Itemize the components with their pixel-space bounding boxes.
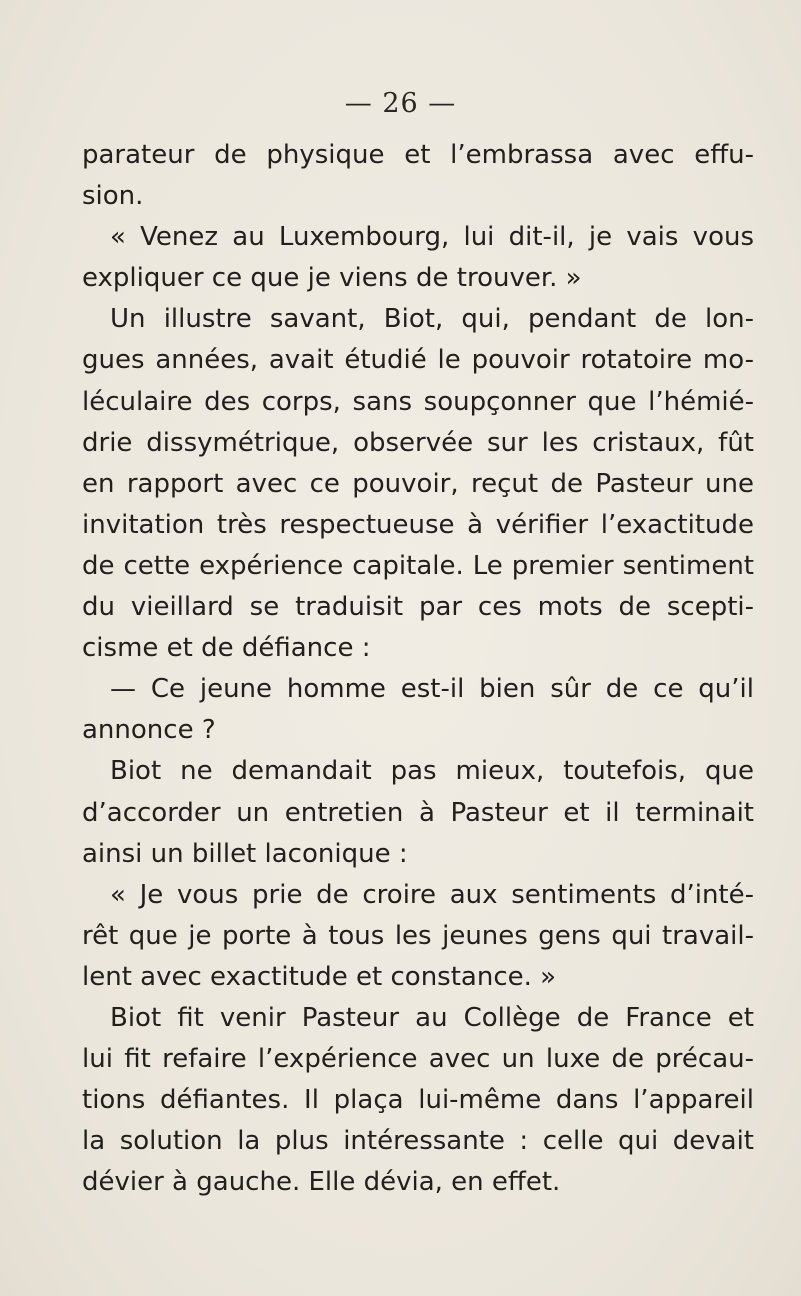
text-line: du vieillard se traduisit par ces mots de scepti-: [82, 592, 754, 623]
text-line: la solution la plus intéressante : celle qui devait: [82, 1126, 754, 1157]
text-line: Un illustre savant, Biot, qui, pendant de lon-: [110, 304, 754, 335]
text-line: drie dissymétrique, observée sur les cristaux, fût: [82, 427, 754, 458]
page-number: — 26 —: [344, 88, 457, 119]
text-line: Biot ne demandait pas mieux, toutefois, que: [110, 756, 754, 787]
text-line: — Ce jeune homme est-il bien sûr de ce qu’il: [110, 674, 754, 705]
text-line: d’accorder un entretien à Pasteur et il terminait: [82, 797, 754, 828]
text-line: rêt que je porte à tous les jeunes gens qui travail-: [82, 920, 754, 951]
text-line: en rapport avec ce pouvoir, reçut de Pasteur une: [82, 468, 754, 499]
text-line: invitation très respectueuse à vérifier l’exactitude: [82, 509, 754, 540]
text-line: ainsi un billet laconique :: [82, 838, 408, 869]
text-line: de cette expérience capitale. Le premier sentiment: [82, 550, 754, 581]
text-line: sion.: [82, 181, 144, 212]
body-text: [82, 135, 754, 1203]
text-line: gues années, avait étudié le pouvoir rotatoire mo-: [82, 345, 754, 376]
text-line: Biot fit venir Pasteur au Collège de France et: [110, 1002, 754, 1033]
text-line: expliquer ce que je viens de trouver. »: [82, 263, 582, 294]
text-line: lui fit refaire l’expérience avec un luxe de précau-: [82, 1044, 754, 1075]
text-line: parateur de physique et l’embrassa avec effu-: [82, 140, 754, 170]
text-line: dévier à gauche. Elle dévia, en effet.: [82, 1167, 561, 1198]
text-line: cisme et de défiance :: [82, 633, 371, 664]
text-line: annonce ?: [82, 715, 216, 746]
text-line: « Je vous prie de croire aux sentiments d’inté-: [110, 879, 754, 910]
text-line: « Venez au Luxembourg, lui dit-il, je vais vous: [110, 222, 754, 253]
text-line: léculaire des corps, sans soupçonner que l’hémié-: [82, 386, 754, 417]
text-line: lent avec exactitude et constance. »: [82, 961, 557, 992]
text-line: tions défiantes. Il plaça lui-même dans l’appareil: [82, 1085, 754, 1116]
